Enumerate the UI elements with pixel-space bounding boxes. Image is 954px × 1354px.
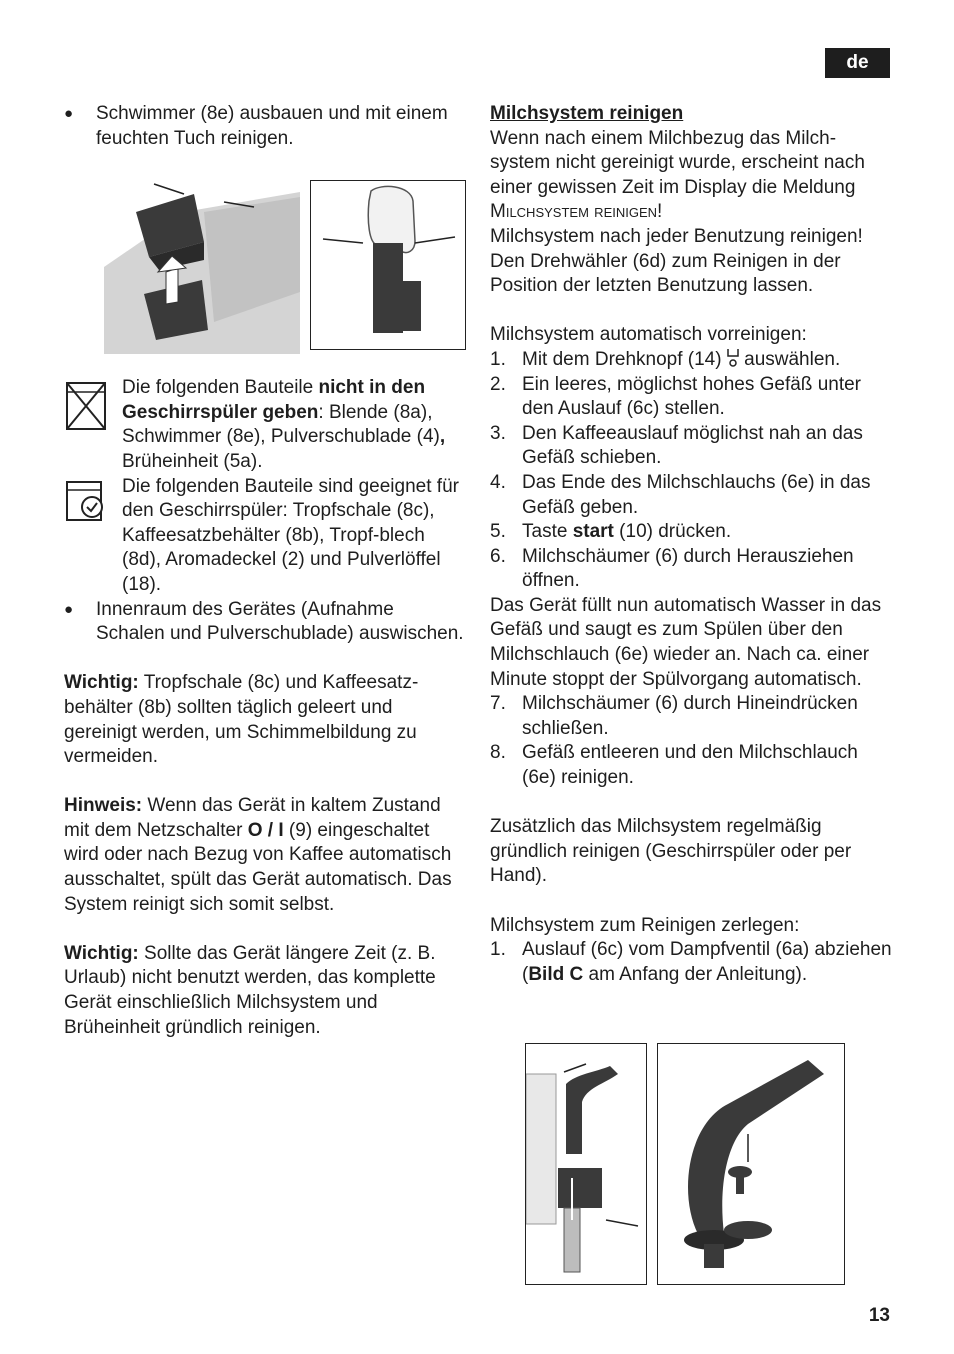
wichtig-para-2: Wichtig: Sollte das Gerät längere Zeit (z. B. Urlaub) nicht benutzt werden, das komplette Gerät einschließlich Milchsystem und Brüheinheit gründlich reinigen. [64,942,436,1038]
auto-process-para: Das Gerät füllt nun automatisch Wasser in das Gefäß und saugt es zum Spülen über den Milchschlauch (6e) wieder an. Nach ca. einer Minute stoppt der Spülvorgang automatisch. [490,594,882,690]
step-4: 4. Das Ende des Milchschlauchs (6e) in das Gefäß geben. [490,471,871,518]
intro-para: Wenn nach einem Milchbezug das Milch-system nicht gereinigt wurde, erscheint nach einer gewissen Zeit im Display die Meldung Milchsystem reinigen! [490,127,865,223]
dishwasher-safe-icon [64,479,108,531]
not-dishwasher-block: Die folgenden Bauteile nicht in den Geschirrspüler geben: Blende (8a), Schwimmer (8e), Pulverschublade (4), Brüheinheit (5a). [64,376,464,474]
intro-advice: Milchsystem nach jeder Benutzung reinigen! Den Drehwähler (6d) zum Reinigen in der Position der letzten Benutzung lassen. [490,225,863,297]
milk-clean-icon [727,348,739,368]
step-5: 5. Taste start (10) drücken. [490,521,732,543]
section-title: Milchsystem reinigen [490,103,684,124]
auto-clean-title: Milchsystem automatisch vorreinigen: [490,324,807,346]
hinweis-para: Hinweis: Wenn das Gerät in kaltem Zustand mit dem Netzschalter O / I (9) eingeschaltet wird oder nach Bezug von Kaffee automatisch ausschaltet, spült das Gerät automatisch. Das System reinigt sich somit selbst. [64,795,452,915]
step-6: 6. Milchschäumer (6) durch Herausziehen öffnen. [490,545,854,592]
wichtig-para-1: Wichtig: Tropfschale (8c) und Kaffeesatz-behälter (8b) sollten täglich geleert und gereinigt werden, um Schimmelbildung zu vermeiden. [64,672,419,768]
float-detail-figure [310,180,466,350]
step-7: 7. Milchschäumer (6) durch Hineindrücken schließen. [490,693,858,739]
step-1: 1. Mit dem Drehknopf (14) auswählen. [490,348,841,370]
bullet-text: ● Schwimmer (8e) ausbauen und mit einem feuchten Tuch reinigen. [96,103,448,149]
dishwasher-safe-block: Die folgenden Bauteile sind geeignet für den Geschirrspüler: Tropfschale (8c), Kaffeesatzbehälter (8b), Tropf-blech (8d), Aromadeckel (2) und Pulverlöffel (18). [64,475,464,598]
bullet-float [64,102,464,151]
no-dishwasher-icon [64,380,108,440]
float-removal-figure [104,172,300,354]
spout-parts-figure [657,1043,845,1285]
step-2: 2. Ein leeres, möglichst hohes Gefäß unter den Auslauf (6c) stellen. [490,373,862,420]
disassemble-title: Milchsystem zum Reinigen zerlegen: [490,914,800,936]
disassemble-step-1: 1. Auslauf (6c) vom Dampfventil (6a) abziehen (Bild C am Anfang der Anleitung). [490,939,892,985]
step-8: 8. Gefäß entleeren und den Milchschlauch (6e) reinigen. [490,742,858,789]
bullet-interior: ● Innenraum des Gerätes (Aufnahme Schalen und Pulverschublade) auswischen. [64,598,464,647]
spout-removal-figure [525,1043,647,1285]
page-number: 13 [868,1305,890,1326]
language-badge: de [825,48,890,78]
extra-clean-para: Zusätzlich das Milchsystem regelmäßig gründlich reinigen (Geschirrspüler oder per Hand). [490,816,852,887]
step-3: 3. Den Kaffeeauslauf möglichst nah an das Gefäß schieben. [490,422,863,469]
right-column [490,102,895,987]
